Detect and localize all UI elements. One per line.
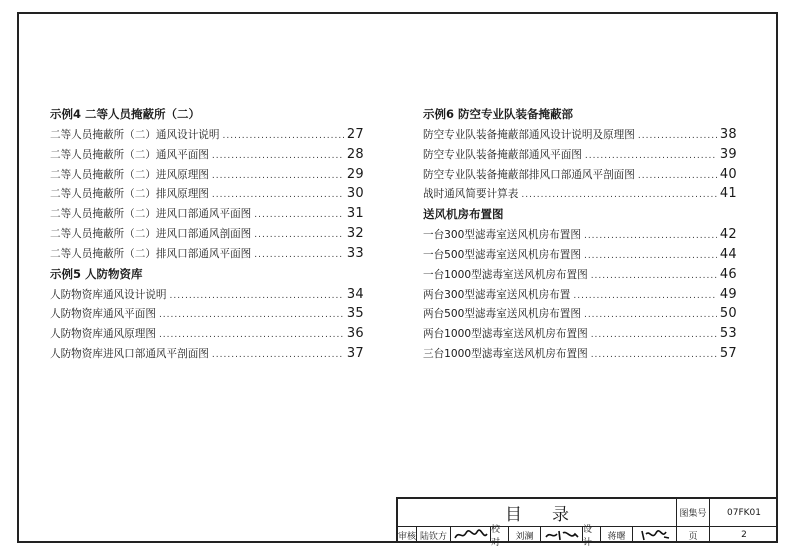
dot-leader <box>638 127 717 147</box>
toc-entry-page: 38 <box>719 127 737 142</box>
toc-entry-title: 二等人员掩蔽所（二）通风设计说明 <box>50 129 220 141</box>
toc-entry-page: 49 <box>719 286 737 302</box>
dot-leader <box>591 267 717 287</box>
toc-entry-title: 二等人员掩蔽所（二）进风口部通风剖面图 <box>50 227 252 240</box>
dot-leader <box>584 306 717 326</box>
dot-leader <box>212 346 344 366</box>
toc-entry-page: 28 <box>346 146 364 162</box>
toc-entry[interactable] <box>423 245 737 265</box>
toc-entry-page: 36 <box>346 326 364 342</box>
toc-entry[interactable] <box>423 225 737 245</box>
toc-entry[interactable] <box>50 184 364 204</box>
design-label: 设计 <box>582 526 600 543</box>
toc-entry-title: 二等人员掩蔽所（二）通风平面图 <box>50 148 209 161</box>
section-heading: 示例5 人防物资库 <box>50 266 143 281</box>
toc-entry-title: 人防物资库通风平面图 <box>50 308 156 321</box>
check-label: 校对 <box>490 526 508 543</box>
dot-leader <box>212 147 344 167</box>
toc-entry-title: 两台500型滤毒室送风机房布置图 <box>423 308 581 321</box>
dot-leader <box>254 246 344 266</box>
toc-entry-title: 人防物资库通风原理图 <box>50 328 156 341</box>
toc-entry-page: 40 <box>719 166 737 182</box>
toc-entry-page: 53 <box>719 326 737 342</box>
dot-leader <box>212 167 344 187</box>
dot-leader <box>170 287 344 307</box>
toc-entry[interactable] <box>423 344 737 364</box>
toc-entry-page: 35 <box>346 306 364 322</box>
atlas-number-label: 图集号 <box>676 499 709 526</box>
toc-entry-page: 42 <box>719 227 737 243</box>
toc-entry[interactable] <box>423 184 737 204</box>
toc-entry-title: 二等人员掩蔽所（二）进风口部通风平面图 <box>50 208 252 221</box>
toc-entry[interactable] <box>423 324 737 344</box>
checker-name: 刘澜 <box>508 526 540 543</box>
toc-entry[interactable] <box>50 244 364 264</box>
toc-entry-page: 37 <box>346 345 364 361</box>
dot-leader <box>254 206 344 226</box>
section-heading: 示例6 防空专业队装备掩蔽部 <box>423 107 574 121</box>
toc-entry-title: 防空专业队装备掩蔽部排风口部通风平剖面图 <box>423 168 635 181</box>
toc-entry-title: 二等人员掩蔽所（二）进风原理图 <box>50 168 209 181</box>
toc-entry-title: 防空专业队装备掩蔽部通风平面图 <box>423 148 582 161</box>
dot-leader <box>212 186 344 206</box>
section-heading: 示例4 二等人员掩蔽所（二） <box>50 107 201 121</box>
toc-entry-page: 29 <box>346 166 364 182</box>
page-number: 2 <box>709 526 778 543</box>
toc-entry-page: 27 <box>346 127 364 142</box>
title-block <box>396 497 778 548</box>
toc-entry-title: 人防物资库通风设计说明 <box>50 288 167 301</box>
toc-entry-page: 50 <box>719 306 737 322</box>
toc-right-column <box>423 104 737 364</box>
toc-entry[interactable] <box>50 344 364 364</box>
section-heading: 送风机房布置图 <box>423 207 504 222</box>
dot-leader <box>223 127 344 147</box>
toc-entry-page: 34 <box>346 286 364 302</box>
toc-entry[interactable] <box>50 204 364 224</box>
toc-entry[interactable] <box>423 145 737 165</box>
toc-entry-title: 二等人员掩蔽所（二）排风原理图 <box>50 188 209 201</box>
toc-entry[interactable] <box>50 145 364 165</box>
dot-leader <box>254 226 344 246</box>
dot-leader <box>584 247 717 267</box>
toc-entry-title: 二等人员掩蔽所（二）排风口部通风平面图 <box>50 247 252 260</box>
designer-signature <box>632 526 676 543</box>
toc-entry[interactable] <box>50 224 364 244</box>
dot-leader <box>159 326 344 346</box>
dot-leader <box>521 186 717 206</box>
toc-entry-page: 32 <box>346 225 364 241</box>
toc-entry-page: 46 <box>719 266 737 282</box>
toc-entry-title: 三台1000型滤毒室送风机房布置图 <box>423 347 588 360</box>
dot-leader <box>585 147 717 167</box>
toc-entry[interactable] <box>423 125 737 145</box>
toc-left-column <box>50 104 364 364</box>
toc-entry[interactable] <box>50 285 364 305</box>
toc-entry-page: 33 <box>346 245 364 261</box>
dot-leader <box>638 167 717 187</box>
reviewer-name: 陆钦方 <box>416 526 450 543</box>
toc-entry-title: 两台1000型滤毒室送风机房布置图 <box>423 328 588 341</box>
designer-name: 蒋曙 <box>600 526 632 543</box>
toc-entry-title: 战时通风简要计算表 <box>423 188 519 201</box>
toc-entry[interactable] <box>50 125 364 145</box>
page-label: 页 <box>676 526 709 543</box>
toc-entry[interactable] <box>50 165 364 185</box>
toc-entry[interactable] <box>423 165 737 185</box>
toc-entry[interactable] <box>50 304 364 324</box>
checker-signature <box>540 526 582 543</box>
toc-entry-title: 一台500型滤毒室送风机房布置图 <box>423 248 581 261</box>
toc-entry-page: 44 <box>719 246 737 262</box>
toc-entry-title: 一台1000型滤毒室送风机房布置图 <box>423 268 588 281</box>
toc-entry-page: 30 <box>346 186 364 202</box>
dot-leader <box>573 287 716 307</box>
toc-entry[interactable] <box>423 265 737 285</box>
title-block-title: 目录 <box>505 505 599 525</box>
dot-leader <box>159 306 344 326</box>
toc-entry-page: 39 <box>719 146 737 162</box>
atlas-number: 07FK01 <box>709 499 778 526</box>
dot-leader <box>591 326 717 346</box>
toc-entry-page: 41 <box>719 186 737 202</box>
dot-leader <box>591 346 717 366</box>
toc-entry-title: 人防物资库进风口部通风平剖面图 <box>50 347 209 360</box>
toc-entry-page: 57 <box>719 345 737 361</box>
review-label: 审核 <box>398 526 416 543</box>
toc-entry-title: 两台300型滤毒室送风机房布置 <box>423 288 571 301</box>
dot-leader <box>584 227 717 247</box>
toc-entry-title: 一台300型滤毒室送风机房布置图 <box>423 229 581 242</box>
toc-entry-page: 31 <box>346 206 364 222</box>
reviewer-signature <box>450 526 490 543</box>
toc-entry-title: 防空专业队装备掩蔽部通风设计说明及原理图 <box>423 129 635 141</box>
toc-entry[interactable] <box>423 285 737 305</box>
toc-entry[interactable] <box>423 304 737 324</box>
toc-entry[interactable] <box>50 324 364 344</box>
